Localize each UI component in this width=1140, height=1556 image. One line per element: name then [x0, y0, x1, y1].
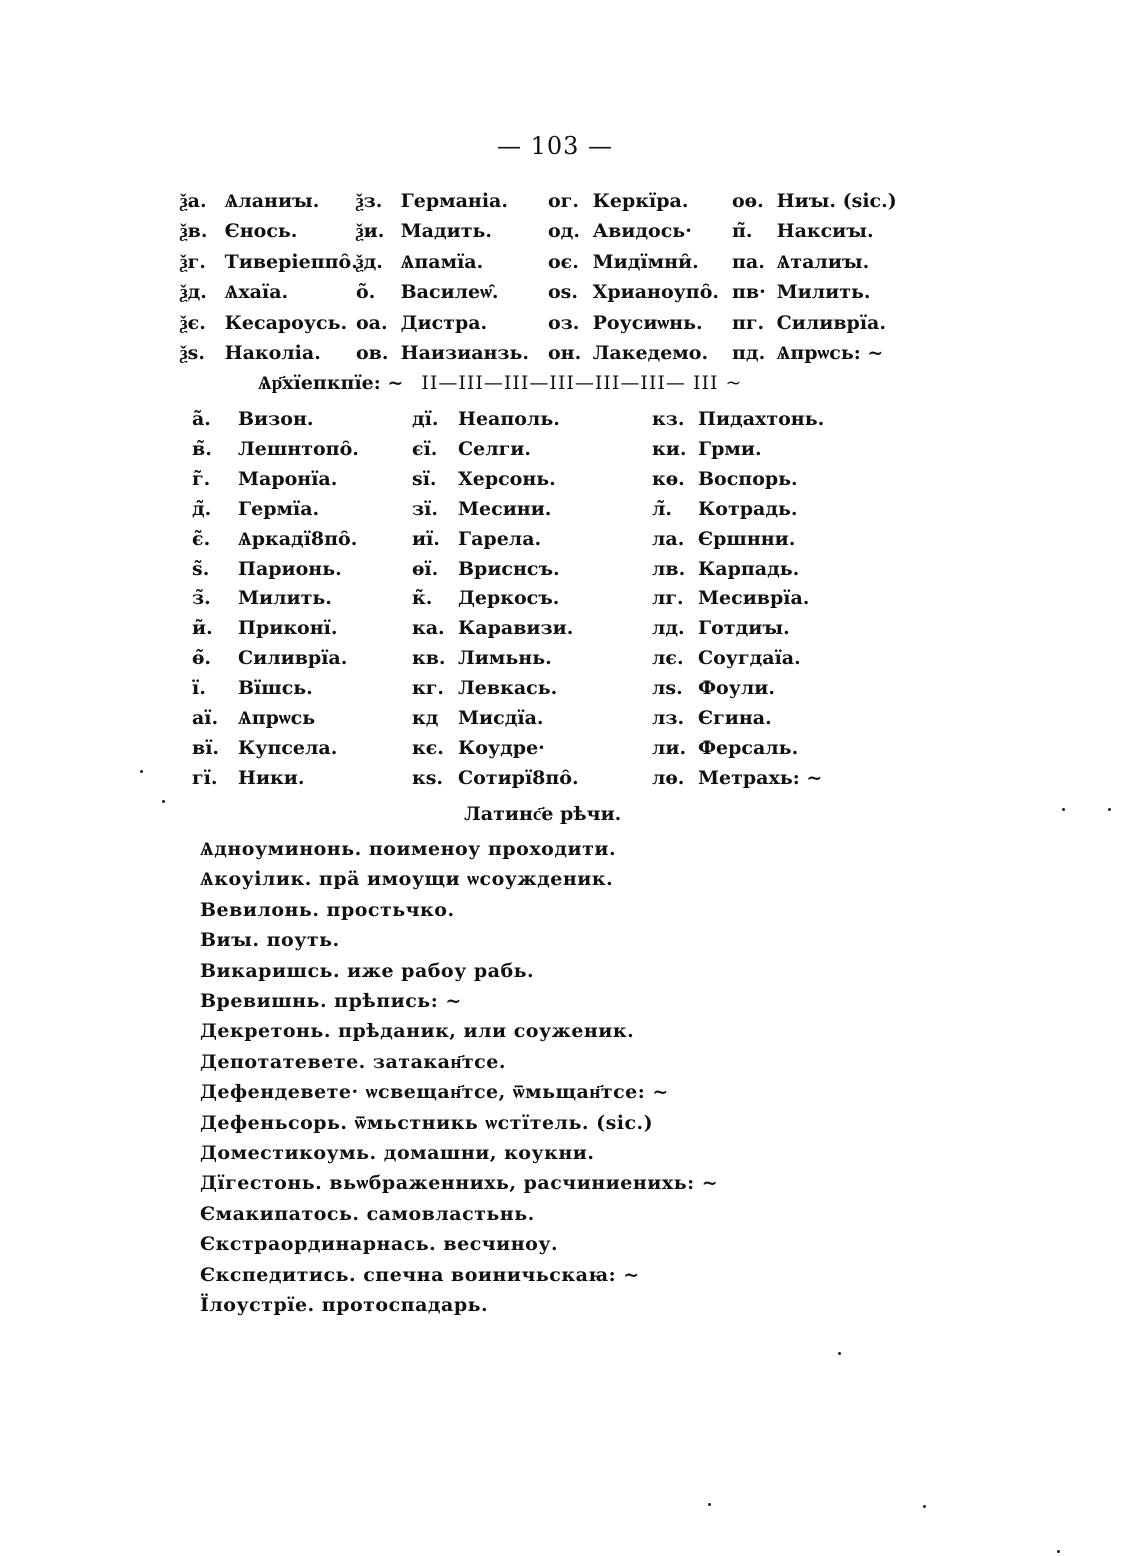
- archbishopric-number: д̃.: [192, 497, 212, 520]
- archbishopric-number: гї.: [192, 766, 218, 789]
- archbishopric-entry: [192, 498, 319, 528]
- see-entry: [180, 312, 347, 342]
- archbishopric-entry: [192, 408, 313, 438]
- archbishopric-number: кѳ.: [652, 467, 685, 490]
- archbishopric-number: лѳ.: [652, 766, 685, 789]
- archbishopric-number: кѕ.: [412, 766, 444, 789]
- archbishopric-entry: [192, 647, 347, 677]
- glossary-line: Доместикоумь. домашни, коукни.: [200, 1142, 595, 1164]
- archbishopric-name: Воспорь.: [698, 467, 798, 490]
- archbishopric-name: Маронїа.: [238, 467, 338, 490]
- archbishopric-name: Котрадь.: [698, 497, 798, 520]
- glossary-line: Дїгестонь. вьѡбраженнихь, расчиниенихь: ~: [200, 1172, 719, 1195]
- glossary-line: Єкстраординарнась. весчиноу.: [200, 1233, 559, 1256]
- see-entry: [548, 220, 692, 250]
- see-number: он.: [548, 342, 582, 364]
- archbishopric-number: лѕ.: [652, 677, 683, 700]
- archbishopric-entry: [652, 767, 822, 797]
- glossary-line: Єкспедитись. спечна воиничьскаꙗ: ~: [200, 1263, 640, 1286]
- archbishopric-entry: [192, 468, 337, 498]
- see-number: ог.: [548, 190, 579, 212]
- see-entry: [356, 342, 529, 372]
- see-number: оз.: [548, 312, 580, 334]
- scan-speck: [140, 770, 143, 773]
- glossary-line: Ѧдноуминонь. поименоу проходити.: [200, 838, 617, 860]
- see-name: Тиверіеппо̑.: [224, 251, 358, 273]
- latin-words-heading: Латинс҃е рѣчи.: [464, 803, 622, 825]
- see-number: пв·: [732, 281, 766, 303]
- archbishoprics-separator: II—III—III—III—III—III— III ~: [421, 372, 743, 394]
- scan-speck: [1108, 808, 1111, 811]
- archbishopric-entry: [652, 558, 799, 588]
- archbishopric-number: а̃.: [192, 408, 211, 430]
- archbishopric-name: Фоули.: [698, 677, 775, 700]
- see-number: ѯв.: [180, 220, 208, 242]
- archbishopric-name: Месини.: [458, 497, 552, 520]
- archbishopric-name: Парионь.: [238, 557, 342, 580]
- glossary-line: Депотатевете. затакан҃тсе.: [200, 1050, 506, 1073]
- see-entry: [732, 251, 869, 281]
- see-number: ѯд.: [180, 281, 207, 303]
- archbishopric-entry: [412, 647, 552, 677]
- glossary-line: Ємакипатось. самовластьнь.: [200, 1202, 535, 1225]
- scan-speck: [162, 800, 165, 803]
- glossary-line: Їлоустрїе. протоспадарь.: [200, 1294, 489, 1316]
- see-entry: [356, 281, 499, 311]
- archbishopric-entry: [412, 767, 579, 797]
- see-name: Лакедемо.: [592, 342, 709, 364]
- archbishopric-number: ѕ̃.: [192, 557, 210, 580]
- archbishopric-entry: [192, 707, 315, 737]
- see-number: ѯд.: [356, 251, 383, 273]
- archbishopric-name: Ѧркадї8по̑.: [238, 527, 358, 550]
- archbishopric-entry: [652, 707, 772, 737]
- archbishopric-number: ли.: [652, 736, 687, 759]
- archbishopric-name: Сотирї8по̑.: [458, 766, 579, 789]
- archbishopric-entry: [412, 528, 541, 558]
- archbishopric-entry: [652, 617, 790, 647]
- see-entry: [548, 251, 699, 281]
- see-entry: [180, 220, 297, 250]
- archbishopric-number: ї.: [192, 677, 206, 700]
- archbishopric-entry: [192, 767, 304, 797]
- scan-speck: [708, 1503, 711, 1506]
- archbishopric-number: лз.: [652, 707, 685, 729]
- see-entry: [356, 312, 487, 342]
- see-name: Наколіа.: [224, 342, 321, 364]
- archbishopric-entry: [652, 438, 762, 468]
- archbishopric-number: є̃.: [192, 527, 211, 550]
- archbishopric-number: єї.: [412, 437, 438, 460]
- see-number: оѕ.: [548, 281, 578, 303]
- see-number: оа.: [356, 312, 388, 334]
- archbishopric-number: ѳї.: [412, 557, 439, 580]
- scan-speck: [923, 1505, 926, 1508]
- see-entry: [732, 281, 871, 311]
- see-number: пг.: [732, 312, 765, 334]
- archbishopric-number: ла.: [652, 527, 685, 550]
- see-entry: [732, 190, 897, 220]
- see-entry: [180, 342, 321, 372]
- archbishopric-entry: [192, 528, 357, 558]
- archbishopric-number: иї.: [412, 527, 440, 550]
- see-number: ов.: [356, 342, 389, 364]
- archbishopric-name: Вриснсъ.: [458, 557, 560, 580]
- archbishopric-name: Деркосъ.: [458, 587, 560, 610]
- see-name: Єнось.: [224, 220, 298, 242]
- see-number: пд.: [732, 342, 766, 364]
- archbishopric-number: ка.: [412, 617, 445, 640]
- archbishopric-name: Готдиꙑ.: [698, 617, 790, 640]
- see-number: па.: [732, 251, 765, 273]
- see-name: Ѧталиꙑ.: [776, 251, 870, 273]
- archbishopric-number: кз.: [652, 408, 685, 430]
- archbishopric-name: Месиврїа.: [698, 587, 810, 610]
- see-entry: [548, 342, 708, 372]
- archbishopric-number: к̃.: [412, 587, 433, 610]
- archbishopric-entry: [412, 737, 545, 767]
- archbishopric-name: Гермїа.: [238, 497, 320, 520]
- archbishopric-entry: [652, 737, 798, 767]
- archbishopric-name: Коудре·: [458, 736, 545, 759]
- see-entry: [356, 220, 492, 250]
- archbishopric-entry: [192, 737, 337, 767]
- see-number: од.: [548, 220, 580, 242]
- see-name: Наксиꙑ.: [776, 220, 874, 242]
- see-name: Милить.: [776, 281, 871, 303]
- see-name: Ѧланиꙑ.: [224, 190, 320, 212]
- archbishopric-name: Лимьнь.: [458, 647, 552, 670]
- see-entry: [548, 312, 703, 342]
- archbishopric-name: Єгина.: [698, 707, 772, 729]
- glossary-line: Декретонь. прѣданик, или соуженик.: [200, 1020, 635, 1043]
- archbishopric-entry: [192, 677, 313, 707]
- see-number: о̃.: [356, 281, 376, 303]
- archbishopric-entry: [652, 408, 824, 438]
- see-entry: [180, 281, 288, 311]
- see-name: Авидось·: [592, 220, 692, 242]
- see-name: Силиврїа.: [776, 312, 886, 334]
- archbishopric-name: Пидахтонь.: [698, 408, 825, 430]
- archbishopric-name: Лешнтопо̑.: [238, 437, 359, 460]
- see-name: Дистра.: [400, 312, 488, 334]
- archbishopric-name: Соугдаїа.: [698, 647, 801, 670]
- see-entry: [180, 251, 358, 281]
- archbishopric-entry: [412, 468, 556, 498]
- archbishopric-entry: [652, 468, 798, 498]
- archbishopric-name: Херсонь.: [458, 467, 556, 490]
- archbishopric-name: Визон.: [238, 408, 314, 430]
- archbishopric-name: Ѧпрѡсь: [238, 707, 316, 729]
- see-name: Кесароусь.: [224, 312, 348, 334]
- archbishopric-number: кг.: [412, 677, 444, 700]
- glossary-line: Вевилонь. простьчко.: [200, 898, 455, 921]
- archbishopric-entry: [192, 587, 332, 617]
- archbishopric-number: лд.: [652, 617, 685, 640]
- see-name: Мидїмни̑.: [592, 251, 699, 273]
- see-name: Германіа.: [400, 190, 508, 212]
- glossary-line: Виꙑ. поуть.: [200, 929, 340, 952]
- archbishopric-name: Метрахь: ~: [698, 766, 823, 789]
- glossary-line: Викаришсь. иже рабоу рабь.: [200, 959, 535, 982]
- see-number: ѯг.: [180, 251, 206, 273]
- archbishopric-number: дї.: [412, 408, 439, 430]
- archbishopric-name: Мисдїа.: [458, 707, 544, 729]
- archbishopric-name: Левкась.: [458, 677, 558, 700]
- archbishopric-entry: [412, 498, 551, 528]
- glossary-line: Вревишнь. прѣпись: ~: [200, 990, 462, 1012]
- archbishopric-number: кє.: [412, 736, 444, 759]
- see-entry: [356, 251, 483, 281]
- see-name: Керкїра.: [592, 190, 689, 212]
- archbishopric-name: Ферсаль.: [698, 736, 799, 759]
- see-entry: [180, 190, 319, 220]
- archbishopric-name: Селги.: [458, 437, 531, 460]
- archbishopric-entry: [412, 617, 573, 647]
- see-number: оє.: [548, 251, 579, 273]
- see-entry: [732, 342, 883, 372]
- archbishopric-name: Неаполь.: [458, 408, 560, 430]
- archbishopric-name: Карпадь.: [698, 557, 800, 580]
- archbishopric-name: Милить.: [238, 587, 332, 610]
- archbishopric-number: л̃.: [652, 497, 673, 520]
- archbishopric-name: Каравизи.: [458, 617, 574, 640]
- glossary-line: Дефендевете· ѡсвещан҃тсе, ѿмьщан҃тсе: ~: [200, 1081, 669, 1104]
- archbishopric-entry: [412, 677, 557, 707]
- see-entry: [356, 190, 508, 220]
- archbishopric-entry: [412, 438, 531, 468]
- archbishopric-name: Силиврїа.: [238, 647, 348, 670]
- glossary-line: Ѧкоуiлик. прӓ имоущи ѡсоужденик.: [200, 868, 614, 891]
- see-name: Василеѡ̑.: [400, 281, 499, 303]
- archbishopric-name: Вїшсь.: [238, 677, 313, 700]
- archbishopric-name: Купсела.: [238, 736, 338, 759]
- see-number: ѯз.: [356, 190, 383, 212]
- archbishopric-entry: [412, 558, 560, 588]
- see-number: п̃.: [732, 220, 753, 242]
- archbishoprics-heading: [258, 372, 742, 395]
- page-number: — 103 —: [496, 132, 614, 160]
- archbishopric-name: Приконї.: [238, 617, 338, 640]
- archbishopric-number: кв.: [412, 647, 446, 670]
- archbishopric-number: г̃.: [192, 467, 211, 490]
- archbishopric-entry: [652, 677, 775, 707]
- archbishopric-entry: [192, 438, 359, 468]
- archbishopric-number: аї.: [192, 707, 219, 729]
- see-name: Ѧпрѡсь: ~: [776, 342, 884, 364]
- see-entry: [548, 190, 688, 220]
- see-name: Наизианзь.: [400, 342, 530, 364]
- archbishopric-name: Грми.: [698, 437, 762, 460]
- archbishopric-number: ки.: [652, 437, 687, 460]
- archbishoprics-title: Ѧр҃хїепкпїе: ~: [258, 372, 404, 394]
- see-entry: [732, 220, 874, 250]
- see-number: ѯа.: [180, 190, 207, 212]
- see-name: Хрианоупо̑.: [592, 281, 719, 303]
- see-name: Ѧхаїа.: [224, 281, 289, 303]
- archbishopric-entry: [652, 647, 801, 677]
- glossary-line: Дефеньсорь. ѿмьстникь ѡстїтель. (sic.): [200, 1111, 654, 1134]
- see-number: ѯи.: [356, 220, 385, 242]
- archbishopric-number: кд: [412, 707, 439, 729]
- see-name: Роусиѡнь.: [592, 312, 703, 334]
- archbishopric-entry: [192, 617, 337, 647]
- archbishopric-entry: [652, 587, 809, 617]
- archbishopric-number: ѕї.: [412, 467, 437, 490]
- archbishopric-number: ѳ̃.: [192, 647, 212, 670]
- archbishopric-number: и̃.: [192, 617, 213, 640]
- archbishopric-number: лв.: [652, 557, 686, 580]
- archbishopric-number: лє.: [652, 647, 684, 670]
- archbishopric-entry: [412, 587, 559, 617]
- archbishopric-entry: [192, 558, 342, 588]
- see-entry: [548, 281, 719, 311]
- archbishopric-entry: [652, 498, 798, 528]
- archbishopric-number: лг.: [652, 587, 684, 610]
- archbishopric-name: Ники.: [238, 766, 305, 789]
- archbishopric-name: Єршнни.: [698, 527, 796, 550]
- see-name: Ѧпамїа.: [400, 251, 484, 273]
- see-number: оѳ.: [732, 190, 764, 212]
- archbishopric-entry: [412, 707, 544, 737]
- archbishopric-entry: [652, 528, 795, 558]
- see-number: ѯѕ.: [180, 342, 205, 364]
- archbishopric-number: з̃.: [192, 587, 211, 610]
- see-number: ѯє.: [180, 312, 206, 334]
- scan-speck: [838, 1352, 841, 1355]
- archbishopric-number: вї.: [192, 736, 220, 759]
- archbishopric-name: Гарела.: [458, 527, 542, 550]
- scan-speck: [1062, 808, 1065, 811]
- archbishopric-number: в̃.: [192, 437, 212, 460]
- archbishopric-entry: [412, 408, 560, 438]
- see-entry: [732, 312, 886, 342]
- archbishopric-number: зї.: [412, 497, 438, 520]
- see-name: Ниꙑ. (sic.): [776, 190, 897, 212]
- scan-speck: [1057, 1550, 1060, 1553]
- see-name: Мадить.: [400, 220, 493, 242]
